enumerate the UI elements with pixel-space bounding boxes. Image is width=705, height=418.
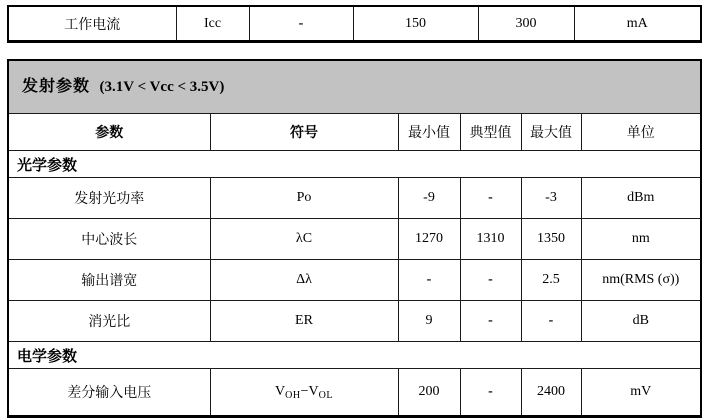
max-cell: 2400 <box>521 369 581 417</box>
unit-cell: nm <box>581 219 701 260</box>
table-title-condition: (3.1V < Vcc < 3.5V) <box>99 78 225 95</box>
table-row <box>8 260 701 301</box>
header-unit: 单位 <box>581 114 701 151</box>
symbol-v2: V <box>308 384 319 399</box>
table-title: 发射参数 <box>22 77 91 95</box>
symbol-sub-ol: OL <box>318 390 333 401</box>
header-min: 最小值 <box>398 114 460 151</box>
min-cell: 1270 <box>398 219 460 260</box>
param-cell: 中心波长 <box>8 219 210 260</box>
max-cell: - <box>521 301 581 342</box>
header-row <box>8 114 701 151</box>
table-row <box>8 369 701 417</box>
min-cell: - <box>249 6 353 42</box>
symbol-minus: − <box>300 384 309 399</box>
header-symbol: 符号 <box>210 114 398 151</box>
param-cell: 差分输入电压 <box>8 369 210 417</box>
symbol-v1: V <box>275 384 286 399</box>
unit-cell: dB <box>581 301 701 342</box>
section-row-electrical <box>8 342 701 369</box>
table-row <box>8 219 701 260</box>
table-row <box>8 178 701 219</box>
min-cell: 9 <box>398 301 460 342</box>
typ-cell: - <box>460 178 521 219</box>
param-cell: 工作电流 <box>8 6 176 42</box>
min-cell: -9 <box>398 178 460 219</box>
header-typ: 典型值 <box>460 114 521 151</box>
param-cell: 消光比 <box>8 301 210 342</box>
max-cell: 300 <box>478 6 574 42</box>
section-label: 电学参数 <box>8 342 701 369</box>
typ-cell: - <box>460 369 521 417</box>
unit-cell: nm(RMS (σ)) <box>581 260 701 301</box>
max-cell: -3 <box>521 178 581 219</box>
min-cell: 200 <box>398 369 460 417</box>
typ-cell: - <box>460 260 521 301</box>
section-label: 光学参数 <box>8 151 701 178</box>
param-cell: 输出谱宽 <box>8 260 210 301</box>
symbol-cell: ER <box>210 301 398 342</box>
table-title-row <box>8 60 701 114</box>
max-cell: 1350 <box>521 219 581 260</box>
max-cell: 2.5 <box>521 260 581 301</box>
table-row <box>8 6 701 42</box>
symbol-cell <box>210 369 398 417</box>
symbol-cell: Icc <box>176 6 249 42</box>
min-cell: - <box>398 260 460 301</box>
unit-cell: dBm <box>581 178 701 219</box>
symbol-cell: λC <box>210 219 398 260</box>
header-param: 参数 <box>8 114 210 151</box>
table-title-cell <box>8 60 701 114</box>
typ-cell: 1310 <box>460 219 521 260</box>
header-max: 最大值 <box>521 114 581 151</box>
symbol-sub-oh: OH <box>285 390 301 401</box>
typ-cell: 150 <box>353 6 478 42</box>
table-row <box>8 301 701 342</box>
symbol-cell: Δλ <box>210 260 398 301</box>
transmitter-parameters-table <box>7 59 702 418</box>
section-row-optical <box>8 151 701 178</box>
operating-current-table <box>7 5 702 43</box>
param-cell: 发射光功率 <box>8 178 210 219</box>
typ-cell: - <box>460 301 521 342</box>
unit-cell: mV <box>581 369 701 417</box>
symbol-cell: Po <box>210 178 398 219</box>
unit-cell: mA <box>574 6 701 42</box>
